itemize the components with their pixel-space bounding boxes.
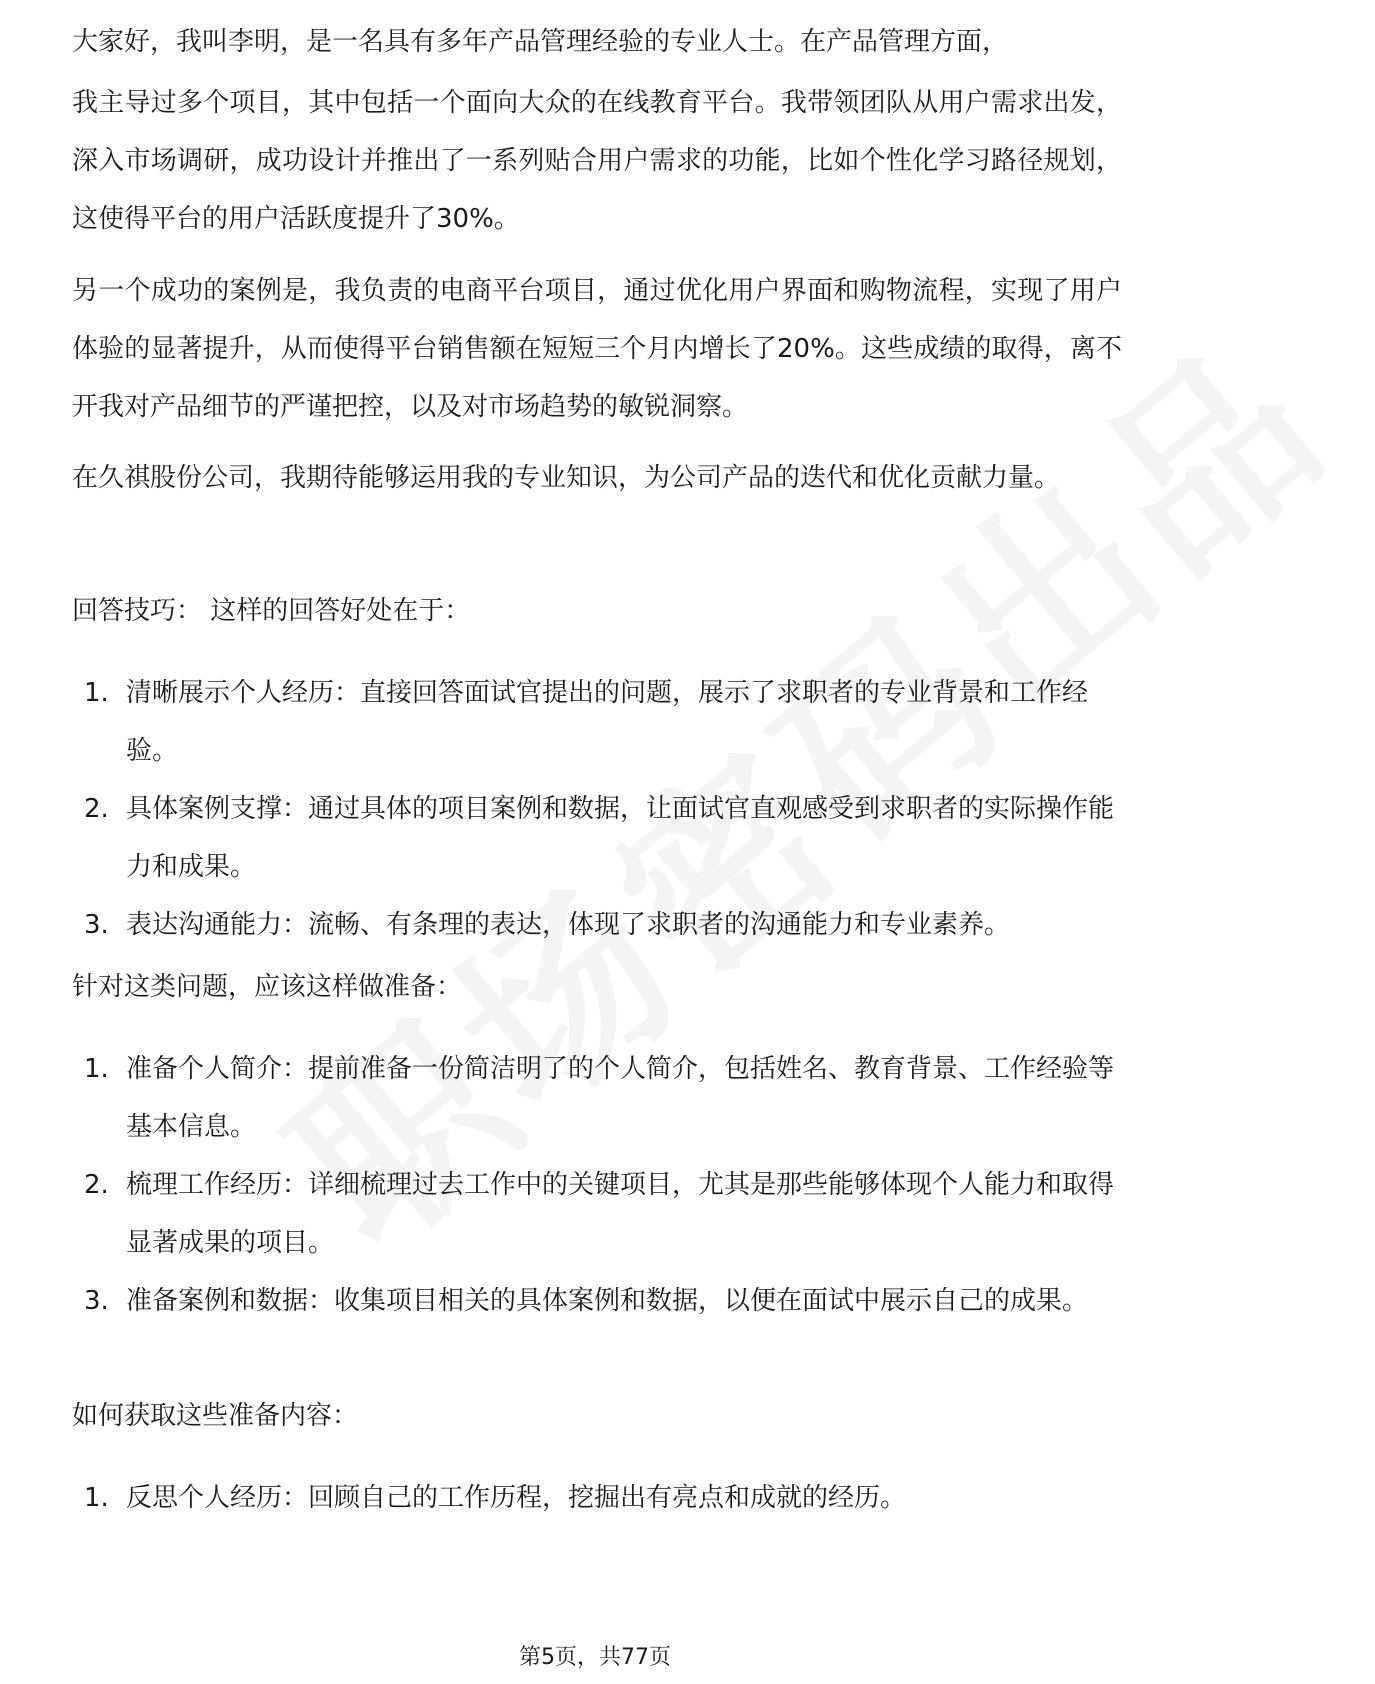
page-footer: 第5页，共77页 xyxy=(519,1645,671,1670)
list-text: 准备案例和数据：收集项目相关的具体案例和数据，以便在面试中展示自己的成果。 xyxy=(126,1286,1089,1316)
list-text: 梳理工作经历：详细梳理过去工作中的关键项目，尤其是那些能够体现个人能力和取得显著成果的项目。 xyxy=(126,1170,1115,1258)
obtain-heading: 如何获取这些准备内容： xyxy=(72,1401,359,1431)
list-item xyxy=(72,1156,1122,1272)
partial-top-line: 大家好，我叫李明，是一名具有多年产品管理经验的专业人士。在产品管理方面， xyxy=(72,27,1009,57)
list-number: 1. xyxy=(84,678,109,708)
paragraph-3: 在久祺股份公司，我期待能够运用我的专业知识，为公司产品的迭代和优化贡献力量。 xyxy=(72,463,1061,493)
list-text: 反思个人经历：回顾自己的工作历程，挖掘出有亮点和成就的经历。 xyxy=(126,1483,907,1513)
obtain-list-block xyxy=(72,1469,1122,1527)
list-item xyxy=(72,1040,1122,1156)
tips-list xyxy=(72,664,1122,954)
list-text: 具体案例支撑：通过具体的项目案例和数据，让面试官直观感受到求职者的实际操作能力和成果。 xyxy=(126,794,1115,882)
paragraph-1-block xyxy=(72,74,1122,248)
list-number: 3. xyxy=(84,1286,109,1316)
tips-heading: 回答技巧： 这样的回答好处在于： xyxy=(72,596,471,626)
list-text: 清晰展示个人经历：直接回答面试官提出的问题，展示了求职者的专业背景和工作经验。 xyxy=(126,678,1089,766)
tips-list-block xyxy=(72,664,1122,954)
list-item xyxy=(72,1272,1122,1330)
list-number: 3. xyxy=(84,910,109,940)
list-number: 1. xyxy=(84,1483,109,1513)
prep-heading: 针对这类问题，应该这样做准备： xyxy=(72,972,463,1002)
paragraph-3-block xyxy=(72,449,1122,507)
paragraph-2-block xyxy=(72,262,1122,436)
prep-list-block xyxy=(72,1040,1122,1330)
obtain-heading-block xyxy=(72,1387,1122,1445)
list-number: 2. xyxy=(84,1170,109,1200)
list-number: 1. xyxy=(84,1054,109,1084)
prep-heading-block xyxy=(72,958,1122,1016)
list-item xyxy=(72,1469,1122,1527)
list-number: 2. xyxy=(84,794,109,824)
list-text: 表达沟通能力：流畅、有条理的表达，体现了求职者的沟通能力和专业素养。 xyxy=(126,910,1011,940)
tips-heading-block xyxy=(72,582,1122,640)
list-item xyxy=(72,664,1122,780)
paragraph-1: 我主导过多个项目，其中包括一个面向大众的在线教育平台。我带领团队从用户需求出发，深入市场调研，成功设计并推出了一系列贴合用户需求的功能，比如个性化学习路径规划，这使得平台的用户活跃度提升了30%。 xyxy=(72,88,1122,234)
paragraph-2: 另一个成功的案例是，我负责的电商平台项目，通过优化用户界面和购物流程，实现了用户体验的显著提升，从而使得平台销售额在短短三个月内增长了20%。这些成绩的取得，离不开我对产品细节的严谨把控，以及对市场趋势的敏锐洞察。 xyxy=(72,276,1122,422)
list-text: 准备个人简介：提前准备一份简洁明了的个人简介，包括姓名、教育背景、工作经验等基本信息。 xyxy=(126,1054,1115,1142)
obtain-list xyxy=(72,1469,1122,1527)
list-item xyxy=(72,896,1122,954)
list-item xyxy=(72,780,1122,896)
prep-list xyxy=(72,1040,1122,1330)
